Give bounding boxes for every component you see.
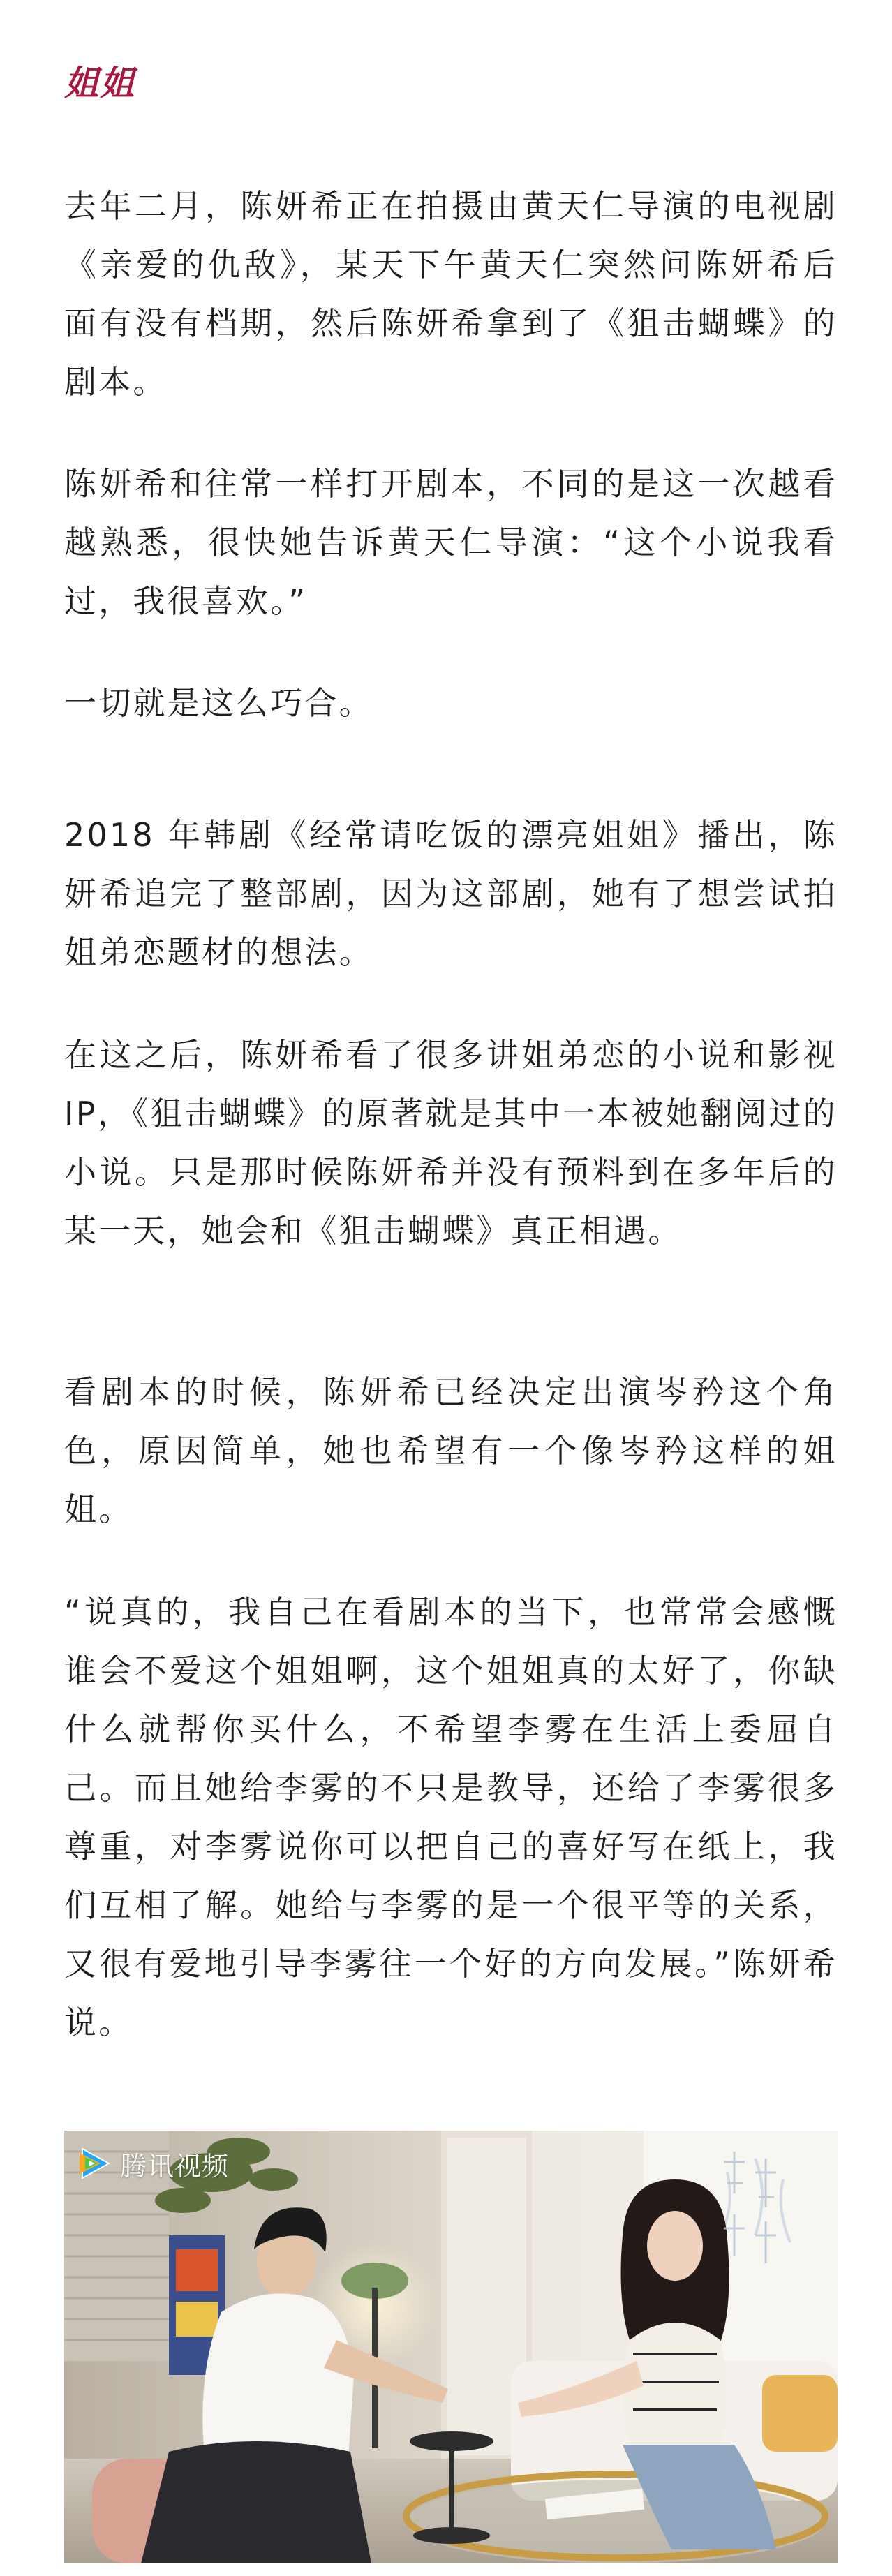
drama-still-image (64, 2131, 838, 2563)
section-title: 姐姐 (64, 64, 136, 103)
paragraph-1: 去年二月，陈妍希正在拍摄由黄天仁导演的电视剧《亲爱的仇敌》，某天下午黄天仁突然问陈妍希后面有没有档期，然后陈妍希拿到了《狙击蝴蝶》的剧本。 (64, 187, 838, 401)
paragraph-3: 一切就是这么巧合。 (64, 684, 373, 722)
paragraph-2: 陈妍希和往常一样打开剧本，不同的是这一次越看越熟悉，很快她告诉黄天仁导演：“这个小说我看过，我很喜欢。” (64, 465, 838, 620)
paragraph-7: “说真的，我自己在看剧本的当下，也常常会感慨谁会不爱这个姐姐啊，这个姐姐真的太好了，你缺什么就帮你买什么，不希望李雾在生活上委屈自己。而且她给李雾的不只是教导，还给了李雾很多尊重，对李雾说你可以把自己的喜好写在纸上，我们互相了解。她给与李雾的是一个很平等的关系，又很有爱地引导李雾往一个好的方向发展。”陈妍希说。 (64, 1593, 838, 2041)
tencent-video-watermark (74, 2142, 229, 2185)
watermark-text: 腾讯视频 (120, 2150, 230, 2182)
tencent-video-play-icon (74, 2143, 114, 2184)
paragraph-6: 看剧本的时候，陈妍希已经决定出演岑矜这个角色，原因简单，她也希望有一个像岑矜这样的姐姐。 (64, 1373, 838, 1528)
paragraph-5: 在这之后，陈妍希看了很多讲姐弟恋的小说和影视 IP，《狙击蝴蝶》的原著就是其中一本被她翻阅过的小说。只是那时候陈妍希并没有预料到在多年后的某一天，她会和《狙击蝴蝶》真正相遇。 (64, 1036, 838, 1250)
scene-illustration (64, 2131, 838, 2563)
paragraph-4: 2018 年韩剧《经常请吃饭的漂亮姐姐》播出，陈妍希追完了整部剧，因为这部剧，她有了想尝试拍姐弟恋题材的想法。 (64, 816, 838, 971)
